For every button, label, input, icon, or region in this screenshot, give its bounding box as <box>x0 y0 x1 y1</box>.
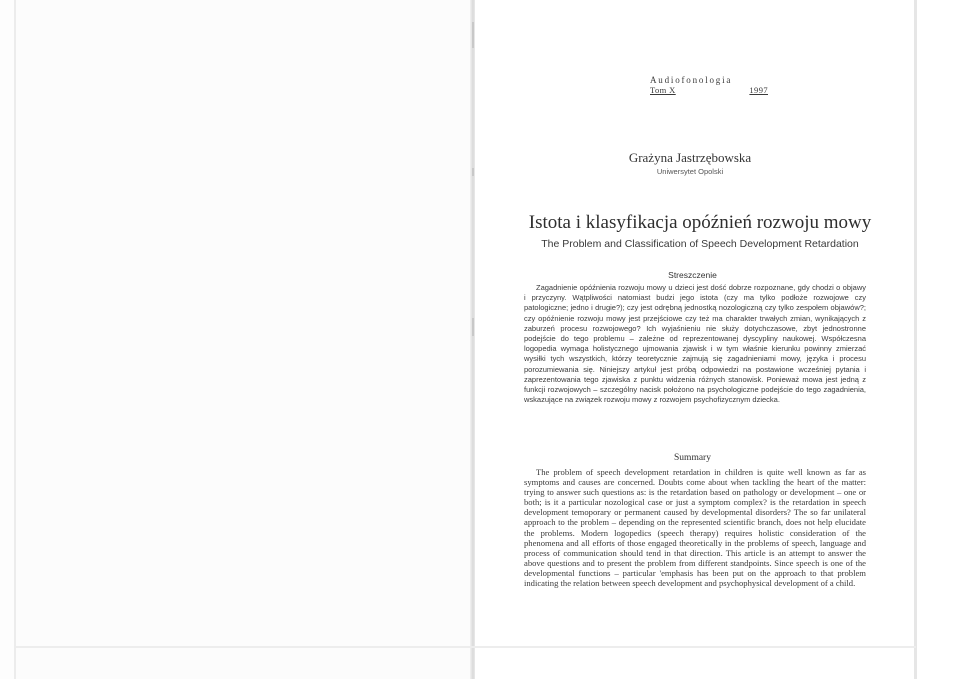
article-title-en: The Problem and Classification of Speech Development Retardation <box>541 238 859 250</box>
scan-margin <box>917 0 959 679</box>
abstract-pl-heading: Streszczenie <box>668 270 717 280</box>
page-bottom-edge <box>16 646 916 648</box>
article-title-pl: Istota i klasyfikacja opóźnień rozwoju mowy <box>528 212 872 233</box>
journal-header <box>650 75 770 95</box>
left-blank-page <box>16 0 471 679</box>
author-affiliation: Uniwersytet Opolski <box>656 167 724 176</box>
abstract-en-text: The problem of speech development retardation in children is quite well known as far as symptoms and causes are concerned. Doubts come about when tackling the heart of the matter: trying to answer such questions as: is the retardation based on pathology or development – one or both; is it a particular nozological case or just a symptom complex? is the retardation in speech development temoporary or permanent caused by developmental disorders? The so far unilateral approach to the problem – depending on the represented scientific branch, does not help elucidate the problems. Modern logopedics (speech therapy) requires holistic consideration of the phenomena and all efforts of those engaged theoretically in the problems of speech, language and process of communication should tend in that direction. This article is an attempt to answer the above questions and to present the problem from different standpoints. Since speech is one of the developmental functions – particular 'emphasis has been put on the approach to that problem indicating the relation between speech development and psychophysical development of a child. <box>524 467 866 589</box>
author-name: Grażyna Jastrzębowska <box>628 150 752 165</box>
journal-year: 1997 <box>749 85 768 95</box>
abstract-pl-text: Zagadnienie opóźnienia rozwoju mowy u dzieci jest dość dobrze rozpoznane, gdy chodzi o objawy i przyczyny. Wątpliwości natomiast budzi jego istota (czy ma tylko podłoże rozwojowe czy patologiczne; jedno i drugie?); czy jest odrębną jednostką nozologiczną czy tylko zespołem objawów?; czy opóźnienie rozwoju mowy jest przejściowe czy też ma charakter trwałych zmian, wynikających z zaburzeń procesu rozwojowego? Ich wyjaśnieniu nie służy dotychczasowe, zbyt jednostronne podejście do tego problemu – zależne od reprezentowanej dyscypliny naukowej. Współczesna logopedia wymaga holistycznego ujmowania zjawisk i w tym właśnie kierunku powinny zmierzać wysiłki tych wszystkich, którzy teoretycznie zajmują się zagadnieniami mowy, języka i procesu porozumiewania się. Niniejszy artykuł jest próbą odpowiedzi na postawione wcześniej pytania i zaprezentowania tego zjawiska z punktu widzenia różnych stanowisk. Ponieważ mowa jest jedną z funkcji rozwojowych – szczególny nacisk położono na psychologiczne podejście do tego zagadnienia, wskazujące na związek rozwoju mowy z rozwojem psychofizycznym dziecka. <box>524 283 866 405</box>
gutter-mark <box>472 318 474 336</box>
gutter-mark <box>472 22 474 48</box>
journal-volume: Tom X <box>650 85 676 95</box>
gutter-mark <box>472 168 474 176</box>
journal-issue <box>650 85 768 95</box>
abstract-en-heading: Summary <box>674 453 711 463</box>
journal-name: Audiofonologia <box>650 75 733 85</box>
